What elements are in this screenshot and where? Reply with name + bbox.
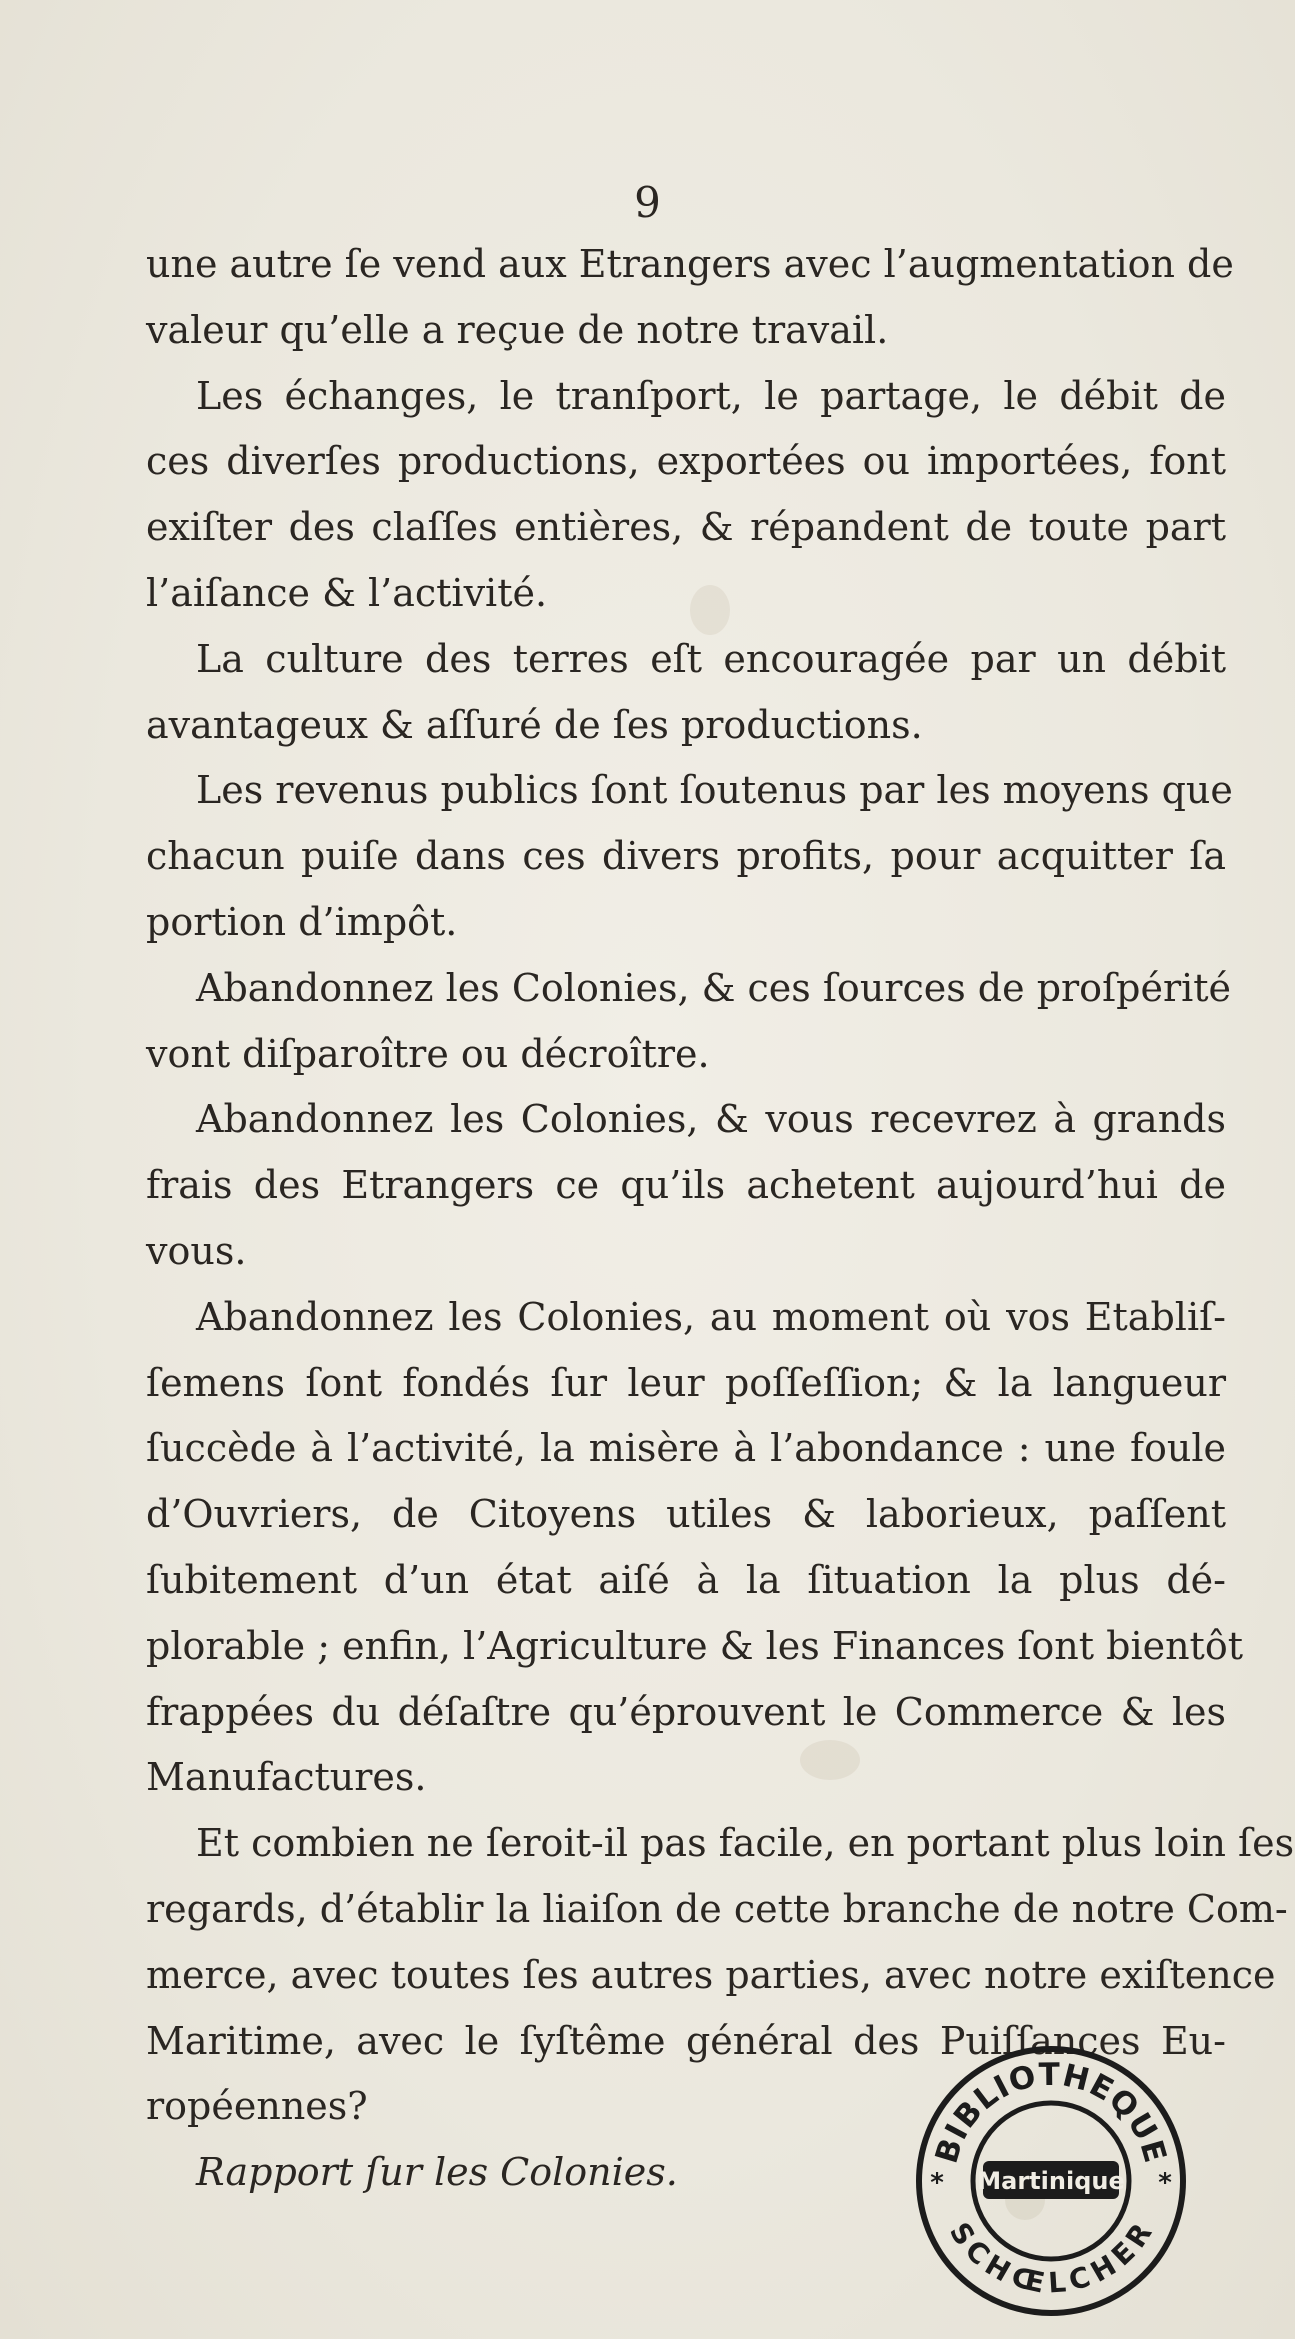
text-line: avantageux & aſſuré de ſes productions. bbox=[146, 702, 923, 747]
text-line: exiſter des claſſes entières, & répandent de toute part bbox=[146, 505, 1226, 550]
text-line: plorable ; enfin, l’Agriculture & les Finances ſont bientôt bbox=[146, 1623, 1243, 1668]
text-line: valeur qu’elle a reçue de notre travail. bbox=[146, 307, 889, 352]
text-line: ſuccède à l’activité, la misère à l’abondance : une foule bbox=[146, 1426, 1226, 1471]
text-line: chacun puiſe dans ces divers profits, pour acquitter ſa bbox=[146, 834, 1226, 879]
stamp-star-right: * bbox=[1158, 2168, 1172, 2198]
library-stamp bbox=[913, 2043, 1189, 2319]
text-line: frappées du déſaſtre qu’éprouvent le Commerce & les bbox=[146, 1689, 1226, 1734]
text-line: Abandonnez les Colonies, au moment où vos Etabliſ- bbox=[196, 1294, 1226, 1339]
text-line: merce, avec toutes ſes autres parties, avec notre exiſtence bbox=[146, 1952, 1276, 1997]
text-line: portion d’impôt. bbox=[146, 899, 458, 944]
stamp-star-left: * bbox=[930, 2168, 944, 2198]
signature: Rapport ſur les Colonies. bbox=[196, 2150, 678, 2195]
text-line: La culture des terres eſt encouragée par un débit bbox=[196, 636, 1226, 681]
stamp-bottom-text: SCHŒLCHER bbox=[942, 2216, 1160, 2300]
text-line: Manufactures. bbox=[146, 1755, 427, 1800]
text-line: une autre ſe vend aux Etrangers avec l’augmentation de bbox=[146, 242, 1234, 286]
text-line: frais des Etrangers ce qu’ils achetent aujourd’hui de bbox=[146, 1163, 1226, 1208]
stamp-top-text: BIBLIOTHEQUE bbox=[928, 2056, 1174, 2168]
text-line: l’aiſance & l’activité. bbox=[146, 570, 548, 615]
body-text bbox=[146, 232, 1295, 2206]
text-line: ces diverſes productions, exportées ou importées, font bbox=[146, 439, 1226, 484]
text-line: Abandonnez les Colonies, & ces ſources de proſpérité bbox=[196, 965, 1232, 1010]
text-line: ſubitement d’un état aiſé à la ſituation la plus dé- bbox=[146, 1557, 1226, 1602]
text-line: d’Ouvriers, de Citoyens utiles & laborieux, paſſent bbox=[146, 1492, 1226, 1537]
text-line: Les échanges, le tranſport, le partage, le débit de bbox=[196, 373, 1226, 418]
page-number: 9 bbox=[634, 178, 661, 227]
text-line: ſemens ſont fondés ſur leur poſſeſſion; & la langueur bbox=[146, 1360, 1226, 1405]
text-line: vont diſparoître ou décroître. bbox=[146, 1031, 710, 1076]
text-line: Et combien ne ſeroit-il pas facile, en portant plus loin ſes bbox=[196, 1821, 1295, 1866]
text-line: Maritime, avec le ſyſtême général des Puiſſances Eu- bbox=[146, 2018, 1226, 2063]
text-line: ropéennes? bbox=[146, 2084, 368, 2129]
text-line: Les revenus publics ſont ſoutenus par les moyens que bbox=[196, 768, 1233, 813]
text-line: regards, d’établir la liaiſon de cette branche de notre Com- bbox=[146, 1886, 1288, 1931]
text-line: vous. bbox=[146, 1228, 247, 1273]
text-line: Abandonnez les Colonies, & vous recevrez à grands bbox=[196, 1097, 1226, 1142]
stamp-center-text: Martinique bbox=[977, 2167, 1125, 2195]
